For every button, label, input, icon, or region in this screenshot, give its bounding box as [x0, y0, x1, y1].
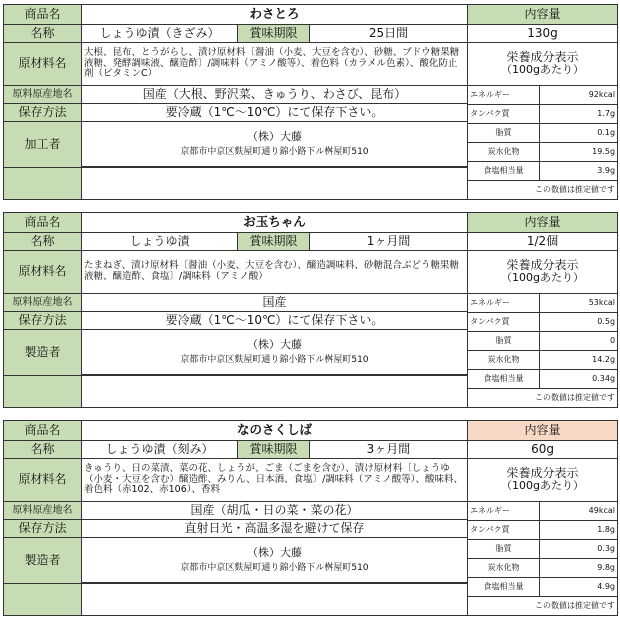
nutrient-value: 0 — [540, 331, 618, 350]
nutrient-value: 1.8g — [540, 520, 618, 539]
nutrient-value: 19.5g — [540, 142, 618, 161]
nutrient-name: 炭水化物 — [468, 558, 540, 577]
blank-label-cell — [4, 168, 82, 200]
storage-text: 直射日光・高温多湿を避けて保存 — [82, 520, 468, 538]
product-name: わさとろ — [82, 5, 468, 25]
nutrient-name: 食塩相当量 — [468, 369, 540, 388]
nutrient-value: 3.9g — [540, 161, 618, 180]
nutrient-value: 0.1g — [540, 123, 618, 142]
expiry-value: 3ヶ月間 — [310, 441, 468, 459]
product-name-label: 商品名 — [4, 421, 82, 441]
nutrient-name: 食塩相当量 — [468, 577, 540, 596]
nutrient-value: 0.34g — [540, 369, 618, 388]
origin-text: 国産（胡瓜・日の菜・菜の花） — [82, 502, 468, 520]
maker-address: 京都市中京区麩屋町通り錦小路下ル桝屋町510 — [180, 562, 369, 573]
nutrient-name: エネルギー — [468, 293, 540, 312]
maker-name: （株）大藤 — [247, 338, 302, 351]
nutrient-name: 脂質 — [468, 539, 540, 558]
nutrition-subtitle: （100gあたり） — [501, 63, 585, 77]
product-name: なのさくしば — [82, 421, 468, 441]
nutrient-name: 炭水化物 — [468, 350, 540, 369]
nutrient-value: 14.2g — [540, 350, 618, 369]
food-label — [3, 212, 617, 408]
ingredients-label: 原材料名 — [4, 459, 82, 502]
blank-row — [82, 376, 468, 408]
nutrient-name: タンパク質 — [468, 520, 540, 539]
nutrient-name: エネルギー — [468, 501, 540, 520]
nutrient-value: 0.3g — [540, 539, 618, 558]
origin-label: 原料原産地名 — [4, 502, 82, 520]
storage-label: 保存方法 — [4, 104, 82, 122]
name-label: 名称 — [4, 441, 82, 459]
product-name-label: 商品名 — [4, 5, 82, 25]
nutrient-value: 4.9g — [540, 577, 618, 596]
food-label — [3, 420, 617, 616]
maker-label: 加工者 — [4, 122, 82, 168]
estimate-note: この数値は推定値です — [468, 596, 617, 615]
nutrient-name: 食塩相当量 — [468, 161, 540, 180]
ingredients-label: 原材料名 — [4, 43, 82, 86]
ingredients-label: 原材料名 — [4, 251, 82, 294]
maker-info — [82, 330, 468, 375]
blank-label-cell — [4, 376, 82, 408]
nutrition-title: 栄養成分表示 — [506, 257, 579, 272]
nutrient-name: エネルギー — [468, 85, 540, 104]
nutrition-subtitle: （100gあたり） — [501, 271, 585, 285]
nutrient-value: 92kcal — [540, 85, 618, 104]
storage-label: 保存方法 — [4, 520, 82, 538]
blank-row — [82, 584, 468, 616]
estimate-note: この数値は推定値です — [468, 388, 617, 407]
content-label: 内容量 — [468, 5, 618, 25]
expiry-label: 賞味期限 — [238, 233, 310, 251]
storage-text: 要冷蔵（1℃～10℃）にて保存下さい。 — [82, 312, 468, 330]
origin-label: 原料原産地名 — [4, 86, 82, 104]
estimate-note: この数値は推定値です — [468, 180, 617, 199]
content-label: 内容量 — [468, 213, 618, 233]
nutrition-title: 栄養成分表示 — [506, 49, 579, 64]
blank-label-cell — [4, 584, 82, 616]
maker-address: 京都市中京区麩屋町通り錦小路下ル桝屋町510 — [180, 354, 369, 365]
product-name-label: 商品名 — [4, 213, 82, 233]
name-label: 名称 — [4, 233, 82, 251]
category-name: しょうゆ漬（きざみ） — [82, 25, 238, 43]
nutrient-value: 53kcal — [540, 293, 618, 312]
expiry-label: 賞味期限 — [238, 25, 310, 43]
nutrient-value: 0.5g — [540, 312, 618, 331]
maker-address: 京都市中京区麩屋町通り錦小路下ル桝屋町510 — [180, 146, 369, 157]
nutrition-panel — [468, 251, 618, 408]
ingredients-text: たまねぎ、漬け原材料〔醤油（小麦、大豆を含む）、醸造調味料、砂糖混合ぶどう糖果糖液糖、醸造酢、食塩〕/調味料（アミノ酸） — [82, 251, 468, 294]
food-label — [3, 4, 617, 200]
maker-label: 製造者 — [4, 330, 82, 376]
content-label: 内容量 — [468, 421, 618, 441]
nutrition-subtitle: （100gあたり） — [501, 479, 584, 493]
name-label: 名称 — [4, 25, 82, 43]
nutrient-value: 9.8g — [540, 558, 618, 577]
nutrient-name: 脂質 — [468, 331, 540, 350]
content-value: 1/2個 — [468, 233, 618, 251]
nutrient-name: 脂質 — [468, 123, 540, 142]
nutrition-title: 栄養成分表示 — [506, 465, 579, 480]
expiry-label: 賞味期限 — [238, 441, 310, 459]
storage-label: 保存方法 — [4, 312, 82, 330]
storage-text: 要冷蔵（1℃～10℃）にて保存下さい。 — [82, 104, 468, 122]
content-value: 130g — [468, 25, 618, 43]
ingredients-text: きゅうり、日の菜漬、菜の花、しょうが、ごま（ごまを含む）、漬け原材料〔しょうゆ（小麦・大豆を含む）醸造酢、みりん、日本酒、食塩〕/調味料（アミノ酸等）、酸味料、着色料（赤102、赤106）、香料 — [82, 459, 468, 502]
maker-info — [82, 538, 468, 583]
nutrient-name: タンパク質 — [468, 104, 540, 123]
nutrient-name: 炭水化物 — [468, 142, 540, 161]
expiry-value: 25日間 — [310, 25, 468, 43]
category-name: しょうゆ漬 — [82, 233, 238, 251]
nutrition-panel — [468, 43, 618, 200]
blank-row — [82, 168, 468, 200]
nutrient-value: 1.7g — [540, 104, 618, 123]
origin-text: 国産（大根、野沢菜、きゅうり、わさび、昆布） — [82, 86, 468, 104]
product-name: お玉ちゃん — [82, 213, 468, 233]
origin-text: 国産 — [82, 294, 468, 312]
maker-name: （株）大藤 — [247, 546, 302, 559]
nutrient-name: タンパク質 — [468, 312, 540, 331]
maker-info — [82, 122, 468, 167]
category-name: しょうゆ漬（刻み） — [82, 441, 238, 459]
ingredients-text: 大根、昆布、とうがらし、漬け原材料〔醤油（小麦、大豆を含む）、砂糖、ブドウ糖果糖液糖、発酵調味液、醸造酢〕/調味料（アミノ酸等）、着色料（カラメル色素）、酸化防止剤（ビタミンC） — [82, 43, 468, 86]
nutrient-value: 49kcal — [540, 501, 618, 520]
origin-label: 原料原産地名 — [4, 294, 82, 312]
expiry-value: 1ヶ月間 — [310, 233, 468, 251]
maker-label: 製造者 — [4, 538, 82, 584]
content-value: 60g — [468, 441, 618, 459]
maker-name: （株）大藤 — [247, 130, 303, 143]
nutrition-panel — [468, 459, 618, 616]
